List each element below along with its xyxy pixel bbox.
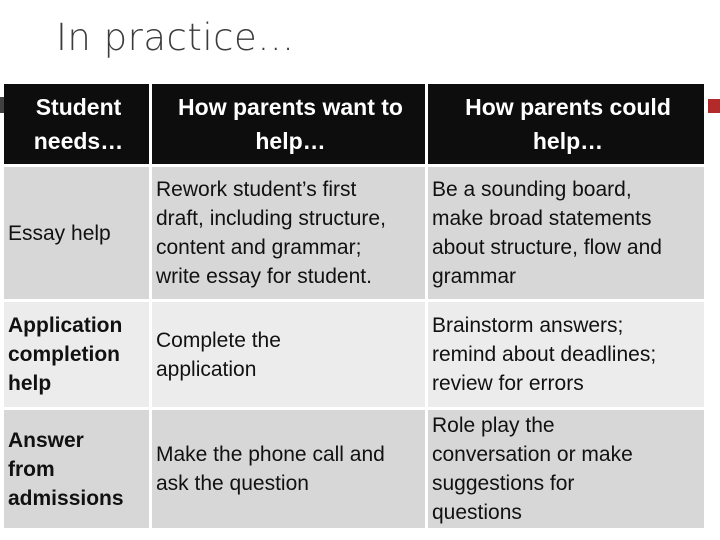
cell-could: Be a sounding board, make broad statements about structure, flow and grammar bbox=[428, 167, 704, 302]
cell-could: Role play the conversation or make suggestions for questions bbox=[428, 410, 704, 531]
slide-title: In practice… bbox=[56, 16, 295, 59]
comparison-table bbox=[4, 84, 704, 531]
cell-need: Answer from admissions bbox=[4, 410, 152, 531]
table-row bbox=[4, 410, 704, 531]
table-row bbox=[4, 302, 704, 410]
table-row bbox=[4, 167, 704, 302]
header-parents-could: How parents could help… bbox=[428, 84, 704, 167]
cell-could: Brainstorm answers; remind about deadlines; review for errors bbox=[428, 302, 704, 410]
header-student-needs: Student needs… bbox=[4, 84, 152, 167]
right-accent-square bbox=[708, 99, 720, 113]
header-parents-want: How parents want to help… bbox=[152, 84, 428, 167]
cell-need: Essay help bbox=[4, 167, 152, 302]
table-header-row bbox=[4, 84, 704, 167]
cell-need: Application completion help bbox=[4, 302, 152, 410]
cell-want: Make the phone call and ask the question bbox=[152, 410, 428, 531]
cell-want: Rework student’s first draft, including structure, content and grammar; write essay for student. bbox=[152, 167, 428, 302]
cell-want: Complete the application bbox=[152, 302, 428, 410]
